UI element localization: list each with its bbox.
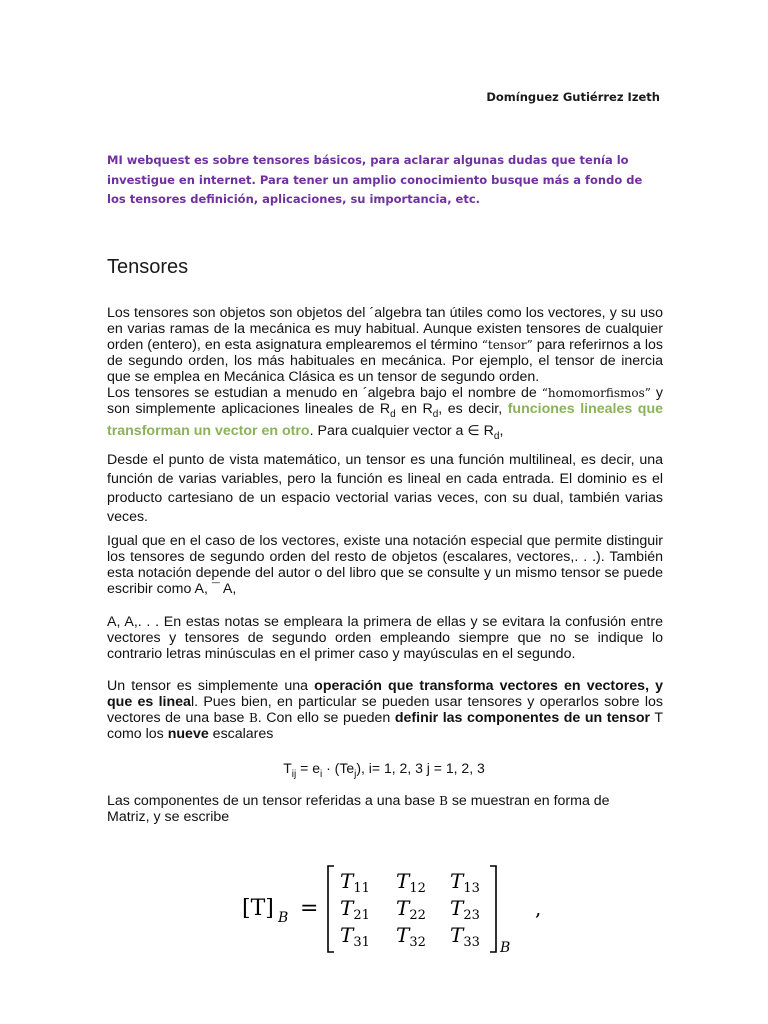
author-name: Domínguez Gutiérrez Izeth: [486, 90, 660, 104]
tensor-matrix: [240, 860, 560, 964]
matrix-cell: $T_{23}$: [450, 896, 480, 923]
matrix-cell: $T_{33}$: [450, 923, 480, 950]
right-bracket: [490, 866, 496, 952]
matrix-comma: ,: [535, 896, 542, 920]
paragraph-2: Los tensores se estudian a menudo en ´algebra bajo el nombre de “homomorfismos” y son simplemente aplicaciones lineales de $R_d$ en $R_d$, es decir, funciones lineales que transforman un vector en otro. Para cualquier vector a ∈ $R_d$,: [107, 385, 663, 442]
section-title: Tensores: [107, 256, 189, 278]
left-bracket: [328, 866, 334, 952]
matrix-cells: [340, 869, 480, 950]
matrix-lhs: [T]: [242, 896, 274, 921]
paragraph-7: Las componentes de un tensor referidas a una base B se muestran en forma de Matriz, y se escribe: [107, 793, 610, 825]
matrix-cell: $T_{32}$: [396, 923, 426, 950]
paragraph-5: A, A,. . . En estas notas se empleara la primera de ellas y se evitara la confusión entre vectores y tensores de segundo orden empleando siempre que no se indique lo contrario letras minúsculas en el primer caso y mayúsculas en el segundo.: [107, 614, 663, 662]
green-highlight: funciones lineales que transforman un vector en otro: [107, 401, 663, 439]
matrix-cell: $T_{11}$: [340, 869, 370, 896]
matrix-lhs-subscript: B: [278, 910, 289, 926]
matrix-cell: $T_{31}$: [340, 923, 370, 950]
intro-paragraph: MI webquest es sobre tensores básicos, para aclarar algunas dudas que tenía lo investigue en internet. Para tener un amplio conocimiento busque más a fondo de los tensores definición, aplicaciones, su importancia, etc.: [107, 153, 643, 206]
paragraph-3: Desde el punto de vista matemático, un tensor es una función multilineal, es decir, una función de varias variables, pero la función es lineal en cada entrada. El dominio es el producto cartesiano de un espacio vectorial varias veces, con su dual, también varias veces.: [107, 452, 663, 525]
matrix-cell: $T_{13}$: [450, 869, 480, 896]
paragraph-6: Un tensor es simplemente una operación que transforma vectores en vectores, y que es lineal. Pues bien, en particular se pueden usar tensores y operarlos sobre los vectores de una base B. Con ello se pueden definir las componentes de un tensor T como los nueve escalares: [107, 678, 664, 742]
paragraph-1: Los tensores son objetos son objetos del ´algebra tan útiles como los vectores, y su uso en varias ramas de la mecánica es muy habitual. Aunque existen tensores de cualquier orden (entero), en esta asignatura emplearemos el término “tensor” para referirnos a los de segundo orden, los más habituales en mecánica. Por ejemplo, el tensor de inercia que se emplea en Mecánica Clásica es un tensor de segundo orden.: [107, 305, 663, 385]
paragraph-4: Igual que en el caso de los vectores, existe una notación especial que permite distinguir los tensores de segundo orden del resto de objetos (escalares, vectores,. . .). También esta notación depende del autor o del libro que se consulte y un mismo tensor se puede escribir como A, ¯ A,: [107, 533, 663, 597]
component-formula: $T_{ij} = e_i \cdot (Te_j)$, i= 1, 2, 3 j = 1, 2, 3: [283, 760, 485, 780]
matrix-cell: $T_{12}$: [396, 869, 426, 896]
matrix-cell: $T_{22}$: [396, 896, 426, 923]
matrix-svg: [240, 860, 560, 960]
matrix-cell: $T_{21}$: [340, 896, 370, 923]
matrix-subscript: B: [500, 940, 511, 956]
matrix-equals: =: [300, 896, 319, 921]
